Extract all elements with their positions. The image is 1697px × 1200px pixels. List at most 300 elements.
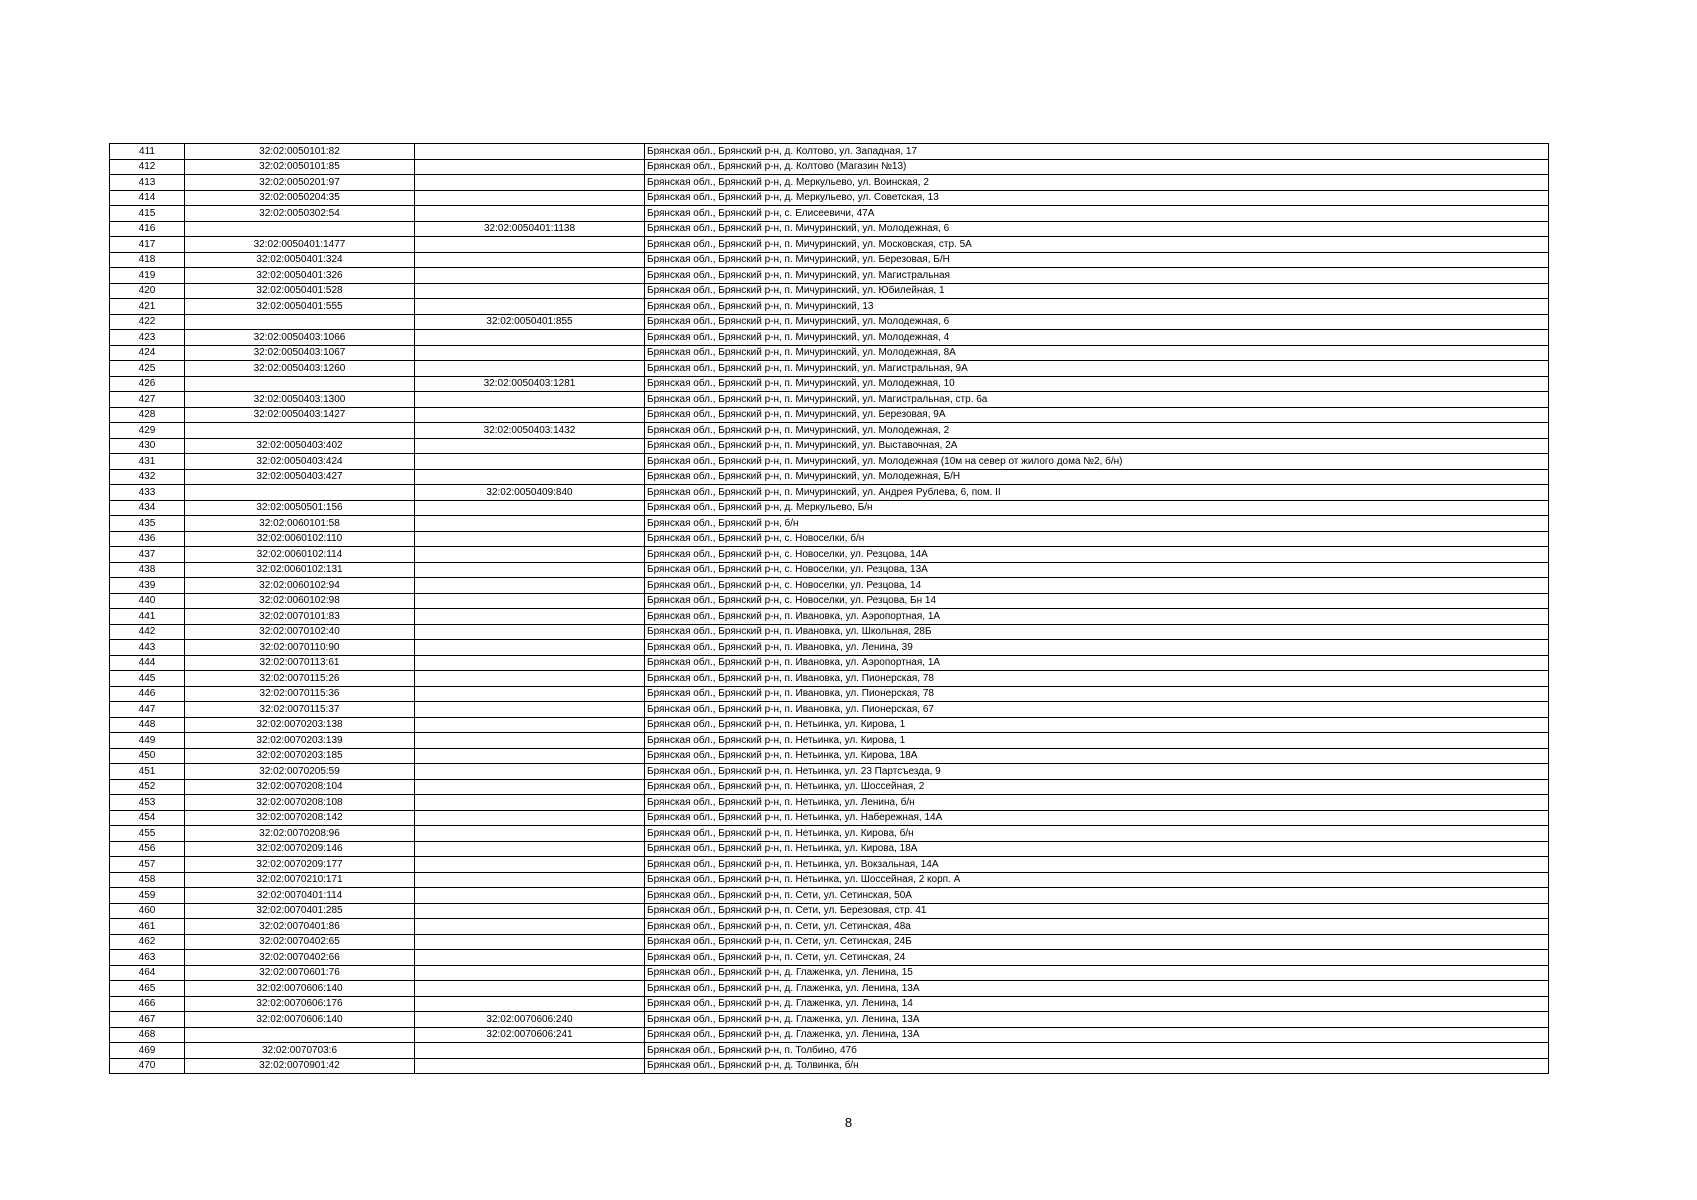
row-number-cell: 456 [110, 841, 185, 857]
row-number-cell: 454 [110, 810, 185, 826]
address-cell: Брянская обл., Брянский р-н, п. Нетьинка, ул. 23 Партсъезда, 9 [645, 764, 1549, 780]
table-row [110, 609, 1549, 625]
object-cadastral-number-cell [415, 175, 645, 191]
table-row [110, 919, 1549, 935]
address-cell: Брянская обл., Брянский р-н, п. Нетьинка, ул. Набережная, 14А [645, 810, 1549, 826]
address-cell: Брянская обл., Брянский р-н, д. Глаженка, ул. Ленина, 14 [645, 996, 1549, 1012]
address-cell: Брянская обл., Брянский р-н, п. Толбино, 47б [645, 1043, 1549, 1059]
address-cell: Брянская обл., Брянский р-н, п. Мичуринский, ул. Выставочная, 2А [645, 438, 1549, 454]
object-cadastral-number-cell [415, 407, 645, 423]
cadastral-number-cell: 32:02:0060102:131 [185, 562, 415, 578]
object-cadastral-number-cell [415, 748, 645, 764]
table-row [110, 733, 1549, 749]
row-number-cell: 430 [110, 438, 185, 454]
object-cadastral-number-cell [415, 454, 645, 470]
table-row [110, 810, 1549, 826]
cadastral-number-cell: 32:02:0070110:90 [185, 640, 415, 656]
cadastral-number-cell: 32:02:0070606:140 [185, 981, 415, 997]
address-cell: Брянская обл., Брянский р-н, п. Мичуринский, ул. Молодежная, 2 [645, 423, 1549, 439]
object-cadastral-number-cell [415, 717, 645, 733]
row-number-cell: 439 [110, 578, 185, 594]
row-number-cell: 466 [110, 996, 185, 1012]
cadastral-number-cell: 32:02:0070115:26 [185, 671, 415, 687]
table-row [110, 500, 1549, 516]
object-cadastral-number-cell [415, 810, 645, 826]
object-cadastral-number-cell [415, 547, 645, 563]
row-number-cell: 420 [110, 283, 185, 299]
object-cadastral-number-cell [415, 392, 645, 408]
object-cadastral-number-cell [415, 1043, 645, 1059]
table-row [110, 531, 1549, 547]
object-cadastral-number-cell: 32:02:0050403:1281 [415, 376, 645, 392]
table-row [110, 454, 1549, 470]
cadastral-number-cell [185, 1027, 415, 1043]
row-number-cell: 437 [110, 547, 185, 563]
table-row [110, 717, 1549, 733]
row-number-cell: 417 [110, 237, 185, 253]
cadastral-number-cell: 32:02:0070401:285 [185, 903, 415, 919]
address-cell: Брянская обл., Брянский р-н, п. Мичуринский, ул. Магистральная, стр. 6а [645, 392, 1549, 408]
row-number-cell: 422 [110, 314, 185, 330]
object-cadastral-number-cell [415, 795, 645, 811]
row-number-cell: 470 [110, 1058, 185, 1074]
address-cell: Брянская обл., Брянский р-н, с. Новоселки, б/н [645, 531, 1549, 547]
registry-table-body [110, 144, 1549, 1074]
cadastral-number-cell: 32:02:0050401:326 [185, 268, 415, 284]
row-number-cell: 461 [110, 919, 185, 935]
row-number-cell: 464 [110, 965, 185, 981]
row-number-cell: 415 [110, 206, 185, 222]
object-cadastral-number-cell [415, 857, 645, 873]
row-number-cell: 426 [110, 376, 185, 392]
address-cell: Брянская обл., Брянский р-н, п. Сети, ул. Сетинская, 24Б [645, 934, 1549, 950]
registry-table [109, 143, 1549, 1074]
address-cell: Брянская обл., Брянский р-н, п. Нетьинка, ул. Кирова, 1 [645, 717, 1549, 733]
address-cell: Брянская обл., Брянский р-н, п. Ивановка, ул. Пионерская, 78 [645, 686, 1549, 702]
address-cell: Брянская обл., Брянский р-н, п. Мичуринский, ул. Молодежная, 4 [645, 330, 1549, 346]
address-cell: Брянская обл., Брянский р-н, с. Новоселки, ул. Резцова, Бн 14 [645, 593, 1549, 609]
address-cell: Брянская обл., Брянский р-н, п. Сети, ул. Сетинская, 48а [645, 919, 1549, 935]
object-cadastral-number-cell [415, 206, 645, 222]
cadastral-number-cell: 32:02:0070209:177 [185, 857, 415, 873]
object-cadastral-number-cell [415, 624, 645, 640]
row-number-cell: 436 [110, 531, 185, 547]
object-cadastral-number-cell [415, 438, 645, 454]
table-row [110, 392, 1549, 408]
object-cadastral-number-cell [415, 516, 645, 532]
row-number-cell: 438 [110, 562, 185, 578]
table-row [110, 888, 1549, 904]
address-cell: Брянская обл., Брянский р-н, п. Сети, ул. Сетинская, 50А [645, 888, 1549, 904]
address-cell: Брянская обл., Брянский р-н, д. Меркульево, ул. Советская, 13 [645, 190, 1549, 206]
row-number-cell: 434 [110, 500, 185, 516]
object-cadastral-number-cell: 32:02:0050403:1432 [415, 423, 645, 439]
address-cell: Брянская обл., Брянский р-н, д. Колтово (Магазин №13) [645, 159, 1549, 175]
address-cell: Брянская обл., Брянский р-н, п. Мичуринский, ул. Московская, стр. 5А [645, 237, 1549, 253]
row-number-cell: 413 [110, 175, 185, 191]
address-cell: Брянская обл., Брянский р-н, п. Нетьинка, ул. Кирова, 18А [645, 841, 1549, 857]
object-cadastral-number-cell [415, 950, 645, 966]
row-number-cell: 467 [110, 1012, 185, 1028]
table-row [110, 268, 1549, 284]
table-row [110, 361, 1549, 377]
cadastral-number-cell: 32:02:0070203:185 [185, 748, 415, 764]
row-number-cell: 444 [110, 655, 185, 671]
row-number-cell: 412 [110, 159, 185, 175]
object-cadastral-number-cell: 32:02:0070606:241 [415, 1027, 645, 1043]
table-row [110, 159, 1549, 175]
table-row [110, 779, 1549, 795]
row-number-cell: 468 [110, 1027, 185, 1043]
row-number-cell: 435 [110, 516, 185, 532]
table-row [110, 640, 1549, 656]
address-cell: Брянская обл., Брянский р-н, п. Мичуринский, ул. Юбилейная, 1 [645, 283, 1549, 299]
address-cell: Брянская обл., Брянский р-н, п. Сети, ул. Сетинская, 24 [645, 950, 1549, 966]
cadastral-number-cell: 32:02:0050101:82 [185, 144, 415, 160]
table-row [110, 516, 1549, 532]
object-cadastral-number-cell [415, 609, 645, 625]
table-row [110, 872, 1549, 888]
address-cell: Брянская обл., Брянский р-н, с. Новоселки, ул. Резцова, 14 [645, 578, 1549, 594]
address-cell: Брянская обл., Брянский р-н, п. Мичуринский, ул. Магистральная, 9А [645, 361, 1549, 377]
cadastral-number-cell: 32:02:0070203:138 [185, 717, 415, 733]
address-cell: Брянская обл., Брянский р-н, д. Глаженка, ул. Ленина, 13А [645, 981, 1549, 997]
object-cadastral-number-cell [415, 299, 645, 315]
table-row [110, 686, 1549, 702]
row-number-cell: 425 [110, 361, 185, 377]
address-cell: Брянская обл., Брянский р-н, п. Мичуринский, 13 [645, 299, 1549, 315]
row-number-cell: 448 [110, 717, 185, 733]
cadastral-number-cell: 32:02:0070606:140 [185, 1012, 415, 1028]
cadastral-number-cell: 32:02:0070402:66 [185, 950, 415, 966]
row-number-cell: 446 [110, 686, 185, 702]
row-number-cell: 419 [110, 268, 185, 284]
address-cell: Брянская обл., Брянский р-н, с. Елисеевичи, 47А [645, 206, 1549, 222]
row-number-cell: 460 [110, 903, 185, 919]
address-cell: Брянская обл., Брянский р-н, п. Ивановка, ул. Аэропортная, 1А [645, 609, 1549, 625]
table-row [110, 423, 1549, 439]
table-row [110, 981, 1549, 997]
row-number-cell: 449 [110, 733, 185, 749]
address-cell: Брянская обл., Брянский р-н, п. Мичуринский, ул. Магистральная [645, 268, 1549, 284]
row-number-cell: 463 [110, 950, 185, 966]
table-row [110, 1027, 1549, 1043]
object-cadastral-number-cell: 32:02:0050401:855 [415, 314, 645, 330]
object-cadastral-number-cell [415, 531, 645, 547]
object-cadastral-number-cell [415, 1058, 645, 1074]
object-cadastral-number-cell [415, 578, 645, 594]
object-cadastral-number-cell [415, 872, 645, 888]
address-cell: Брянская обл., Брянский р-н, п. Мичуринский, ул. Андрея Рублева, 6, пом. II [645, 485, 1549, 501]
object-cadastral-number-cell: 32:02:0050409:840 [415, 485, 645, 501]
address-cell: Брянская обл., Брянский р-н, п. Мичуринский, ул. Березовая, Б/Н [645, 252, 1549, 268]
table-row [110, 221, 1549, 237]
address-cell: Брянская обл., Брянский р-н, п. Мичуринский, ул. Березовая, 9А [645, 407, 1549, 423]
cadastral-number-cell: 32:02:0070401:86 [185, 919, 415, 935]
table-row [110, 469, 1549, 485]
table-row [110, 841, 1549, 857]
cadastral-number-cell: 32:02:0070210:171 [185, 872, 415, 888]
address-cell: Брянская обл., Брянский р-н, п. Нетьинка, ул. Вокзальная, 14А [645, 857, 1549, 873]
table-row [110, 1012, 1549, 1028]
cadastral-number-cell: 32:02:0060101:58 [185, 516, 415, 532]
address-cell: Брянская обл., Брянский р-н, д. Глаженка, ул. Ленина, 13А [645, 1027, 1549, 1043]
object-cadastral-number-cell [415, 981, 645, 997]
object-cadastral-number-cell [415, 593, 645, 609]
address-cell: Брянская обл., Брянский р-н, п. Мичуринский, ул. Молодежная, 6 [645, 314, 1549, 330]
address-cell: Брянская обл., Брянский р-н, д. Меркульево, ул. Воинская, 2 [645, 175, 1549, 191]
cadastral-number-cell: 32:02:0050403:1300 [185, 392, 415, 408]
row-number-cell: 411 [110, 144, 185, 160]
cadastral-number-cell [185, 376, 415, 392]
address-cell: Брянская обл., Брянский р-н, д. Толвинка, б/н [645, 1058, 1549, 1074]
address-cell: Брянская обл., Брянский р-н, п. Нетьинка, ул. Кирова, 18А [645, 748, 1549, 764]
table-row [110, 764, 1549, 780]
address-cell: Брянская обл., Брянский р-н, п. Нетьинка, ул. Шоссейная, 2 корп. А [645, 872, 1549, 888]
row-number-cell: 431 [110, 454, 185, 470]
object-cadastral-number-cell [415, 283, 645, 299]
cadastral-number-cell: 32:02:0050403:1427 [185, 407, 415, 423]
address-cell: Брянская обл., Брянский р-н, д. Меркульево, Б/н [645, 500, 1549, 516]
cadastral-number-cell: 32:02:0050201:97 [185, 175, 415, 191]
table-row [110, 934, 1549, 950]
cadastral-number-cell: 32:02:0050401:1477 [185, 237, 415, 253]
row-number-cell: 465 [110, 981, 185, 997]
row-number-cell: 445 [110, 671, 185, 687]
table-row [110, 283, 1549, 299]
object-cadastral-number-cell [415, 919, 645, 935]
cadastral-number-cell: 32:02:0070115:37 [185, 702, 415, 718]
row-number-cell: 442 [110, 624, 185, 640]
table-row [110, 485, 1549, 501]
object-cadastral-number-cell [415, 144, 645, 160]
object-cadastral-number-cell [415, 903, 645, 919]
table-row [110, 562, 1549, 578]
object-cadastral-number-cell [415, 159, 645, 175]
cadastral-number-cell: 32:02:0070115:36 [185, 686, 415, 702]
cadastral-number-cell: 32:02:0070901:42 [185, 1058, 415, 1074]
row-number-cell: 441 [110, 609, 185, 625]
cadastral-number-cell: 32:02:0070208:96 [185, 826, 415, 842]
row-number-cell: 447 [110, 702, 185, 718]
cadastral-number-cell: 32:02:0070601:76 [185, 965, 415, 981]
cadastral-number-cell: 32:02:0070402:65 [185, 934, 415, 950]
object-cadastral-number-cell [415, 361, 645, 377]
table-row [110, 950, 1549, 966]
address-cell: Брянская обл., Брянский р-н, п. Нетьинка, ул. Кирова, б/н [645, 826, 1549, 842]
cadastral-number-cell: 32:02:0060102:114 [185, 547, 415, 563]
object-cadastral-number-cell [415, 237, 645, 253]
cadastral-number-cell: 32:02:0050401:528 [185, 283, 415, 299]
cadastral-number-cell: 32:02:0050401:324 [185, 252, 415, 268]
object-cadastral-number-cell [415, 252, 645, 268]
cadastral-number-cell: 32:02:0070606:176 [185, 996, 415, 1012]
row-number-cell: 458 [110, 872, 185, 888]
cadastral-number-cell: 32:02:0050403:1067 [185, 345, 415, 361]
row-number-cell: 443 [110, 640, 185, 656]
table-row [110, 175, 1549, 191]
row-number-cell: 469 [110, 1043, 185, 1059]
row-number-cell: 416 [110, 221, 185, 237]
cadastral-number-cell [185, 314, 415, 330]
address-cell: Брянская обл., Брянский р-н, д. Глаженка, ул. Ленина, 15 [645, 965, 1549, 981]
cadastral-number-cell: 32:02:0070102:40 [185, 624, 415, 640]
row-number-cell: 462 [110, 934, 185, 950]
table-row [110, 671, 1549, 687]
object-cadastral-number-cell [415, 500, 645, 516]
cadastral-number-cell: 32:02:0070101:83 [185, 609, 415, 625]
cadastral-number-cell: 32:02:0070208:142 [185, 810, 415, 826]
object-cadastral-number-cell [415, 330, 645, 346]
object-cadastral-number-cell [415, 562, 645, 578]
object-cadastral-number-cell: 32:02:0050401:1138 [415, 221, 645, 237]
table-row [110, 345, 1549, 361]
row-number-cell: 459 [110, 888, 185, 904]
cadastral-number-cell: 32:02:0050101:85 [185, 159, 415, 175]
cadastral-number-cell: 32:02:0060102:98 [185, 593, 415, 609]
table-row [110, 438, 1549, 454]
address-cell: Брянская обл., Брянский р-н, б/н [645, 516, 1549, 532]
object-cadastral-number-cell [415, 888, 645, 904]
table-row [110, 237, 1549, 253]
page-number: 8 [844, 1115, 853, 1130]
table-row [110, 748, 1549, 764]
table-row [110, 578, 1549, 594]
object-cadastral-number-cell [415, 469, 645, 485]
object-cadastral-number-cell [415, 268, 645, 284]
address-cell: Брянская обл., Брянский р-н, п. Нетьинка, ул. Кирова, 1 [645, 733, 1549, 749]
cadastral-number-cell: 32:02:0070703:6 [185, 1043, 415, 1059]
table-row [110, 144, 1549, 160]
address-cell: Брянская обл., Брянский р-н, с. Новоселки, ул. Резцова, 13А [645, 562, 1549, 578]
table-row [110, 593, 1549, 609]
address-cell: Брянская обл., Брянский р-н, п. Ивановка, ул. Ленина, 39 [645, 640, 1549, 656]
table-row [110, 547, 1549, 563]
table-row [110, 299, 1549, 315]
object-cadastral-number-cell [415, 996, 645, 1012]
object-cadastral-number-cell [415, 934, 645, 950]
cadastral-number-cell: 32:02:0050403:1066 [185, 330, 415, 346]
object-cadastral-number-cell [415, 764, 645, 780]
row-number-cell: 423 [110, 330, 185, 346]
cadastral-number-cell [185, 485, 415, 501]
table-row [110, 655, 1549, 671]
object-cadastral-number-cell [415, 686, 645, 702]
cadastral-number-cell: 32:02:0060102:110 [185, 531, 415, 547]
cadastral-number-cell: 32:02:0070209:146 [185, 841, 415, 857]
row-number-cell: 455 [110, 826, 185, 842]
table-row [110, 1058, 1549, 1074]
table-row [110, 376, 1549, 392]
table-row [110, 624, 1549, 640]
table-row [110, 407, 1549, 423]
address-cell: Брянская обл., Брянский р-н, п. Мичуринский, ул. Молодежная, 6 [645, 221, 1549, 237]
object-cadastral-number-cell [415, 345, 645, 361]
object-cadastral-number-cell [415, 640, 645, 656]
object-cadastral-number-cell [415, 702, 645, 718]
address-cell: Брянская обл., Брянский р-н, с. Новоселки, ул. Резцова, 14А [645, 547, 1549, 563]
cadastral-number-cell: 32:02:0060102:94 [185, 578, 415, 594]
row-number-cell: 432 [110, 469, 185, 485]
table-row [110, 702, 1549, 718]
cadastral-number-cell: 32:02:0070203:139 [185, 733, 415, 749]
table-row [110, 206, 1549, 222]
address-cell: Брянская обл., Брянский р-н, д. Глаженка, ул. Ленина, 13А [645, 1012, 1549, 1028]
row-number-cell: 424 [110, 345, 185, 361]
cadastral-number-cell [185, 221, 415, 237]
table-row [110, 857, 1549, 873]
row-number-cell: 450 [110, 748, 185, 764]
cadastral-number-cell: 32:02:0050403:427 [185, 469, 415, 485]
address-cell: Брянская обл., Брянский р-н, п. Ивановка, ул. Школьная, 28Б [645, 624, 1549, 640]
cadastral-number-cell: 32:02:0050403:402 [185, 438, 415, 454]
table-row [110, 826, 1549, 842]
cadastral-number-cell [185, 423, 415, 439]
row-number-cell: 457 [110, 857, 185, 873]
cadastral-number-cell: 32:02:0050501:156 [185, 500, 415, 516]
table-row [110, 1043, 1549, 1059]
row-number-cell: 433 [110, 485, 185, 501]
object-cadastral-number-cell [415, 965, 645, 981]
cadastral-number-cell: 32:02:0050403:424 [185, 454, 415, 470]
table-row [110, 965, 1549, 981]
cadastral-number-cell: 32:02:0050302:54 [185, 206, 415, 222]
table-row [110, 190, 1549, 206]
cadastral-number-cell: 32:02:0050204:35 [185, 190, 415, 206]
cadastral-number-cell: 32:02:0070205:59 [185, 764, 415, 780]
cadastral-number-cell: 32:02:0070208:108 [185, 795, 415, 811]
row-number-cell: 418 [110, 252, 185, 268]
address-cell: Брянская обл., Брянский р-н, п. Ивановка, ул. Пионерская, 78 [645, 671, 1549, 687]
address-cell: Брянская обл., Брянский р-н, п. Нетьинка, ул. Ленина, б/н [645, 795, 1549, 811]
cadastral-number-cell: 32:02:0070208:104 [185, 779, 415, 795]
table-row [110, 252, 1549, 268]
row-number-cell: 428 [110, 407, 185, 423]
object-cadastral-number-cell [415, 190, 645, 206]
address-cell: Брянская обл., Брянский р-н, п. Мичуринский, ул. Молодежная, Б/Н [645, 469, 1549, 485]
row-number-cell: 451 [110, 764, 185, 780]
row-number-cell: 421 [110, 299, 185, 315]
object-cadastral-number-cell [415, 655, 645, 671]
table-row [110, 314, 1549, 330]
object-cadastral-number-cell [415, 841, 645, 857]
cadastral-number-cell: 32:02:0070113:61 [185, 655, 415, 671]
row-number-cell: 453 [110, 795, 185, 811]
row-number-cell: 429 [110, 423, 185, 439]
cadastral-number-cell: 32:02:0050401:555 [185, 299, 415, 315]
address-cell: Брянская обл., Брянский р-н, п. Мичуринский, ул. Молодежная, 10 [645, 376, 1549, 392]
row-number-cell: 440 [110, 593, 185, 609]
object-cadastral-number-cell [415, 826, 645, 842]
address-cell: Брянская обл., Брянский р-н, п. Сети, ул. Березовая, стр. 41 [645, 903, 1549, 919]
object-cadastral-number-cell [415, 733, 645, 749]
table-row [110, 795, 1549, 811]
cadastral-number-cell: 32:02:0050403:1260 [185, 361, 415, 377]
table-row [110, 996, 1549, 1012]
table-row [110, 903, 1549, 919]
address-cell: Брянская обл., Брянский р-н, п. Нетьинка, ул. Шоссейная, 2 [645, 779, 1549, 795]
address-cell: Брянская обл., Брянский р-н, п. Мичуринский, ул. Молодежная, 8А [645, 345, 1549, 361]
row-number-cell: 414 [110, 190, 185, 206]
table-row [110, 330, 1549, 346]
address-cell: Брянская обл., Брянский р-н, д. Колтово, ул. Западная, 17 [645, 144, 1549, 160]
address-cell: Брянская обл., Брянский р-н, п. Мичуринский, ул. Молодежная (10м на север от жилого дома №2, б/н) [645, 454, 1549, 470]
object-cadastral-number-cell: 32:02:0070606:240 [415, 1012, 645, 1028]
address-cell: Брянская обл., Брянский р-н, п. Ивановка, ул. Аэропортная, 1А [645, 655, 1549, 671]
object-cadastral-number-cell [415, 671, 645, 687]
row-number-cell: 452 [110, 779, 185, 795]
row-number-cell: 427 [110, 392, 185, 408]
